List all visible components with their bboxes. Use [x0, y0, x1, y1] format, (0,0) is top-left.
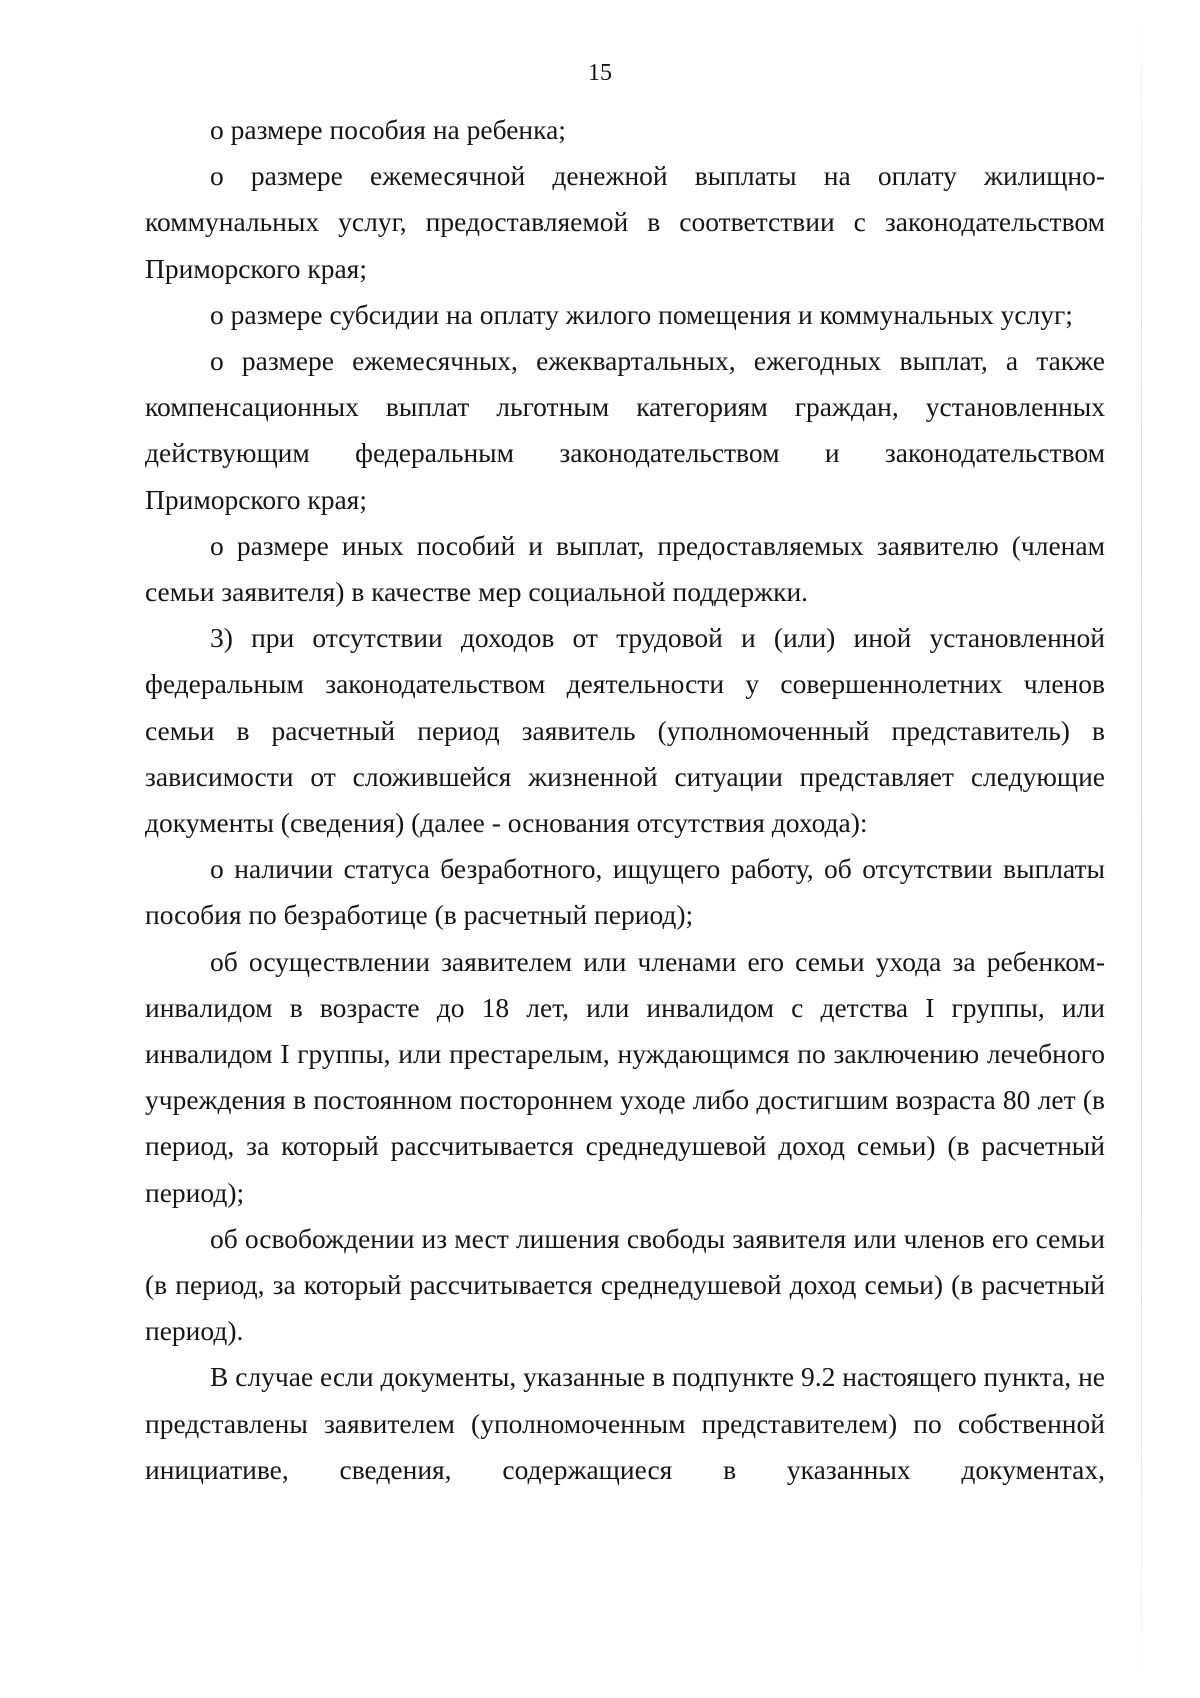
paragraph-unemployed-status: о наличии статуса безработного, ищущего работу, об отсутствии выплаты пособия по безработице (в расчетный период); [145, 853, 1105, 931]
paragraph-release-from-prison: об освобождении из мест лишения свободы заявителя или членов его семьи (в период, за который рассчитывается среднедушевой доход семьи) (в расчетный период). [145, 1222, 1105, 1347]
paragraph-no-income-documents: 3) при отсутствии доходов от трудовой и (или) иной установленной федеральным законодательством деятельности у совершеннолетних членов семьи в расчетный период заявитель (уполномоченный представитель) в зависимости от сложившейся жизненной ситуации представляет следующие документы (сведения) (далее - основания отсутствия дохода): [145, 622, 1105, 839]
paragraph-care-for-disabled: об осуществлении заявителем или членами его семьи ухода за ребенком-инвалидом в возрасте до 18 лет, или инвалидом с детства I группы, или инвалидом I группы, или престарелым, нуждающимся по заключению лечебного учреждения в постоянном постороннем уходе либо достигшим возраста 80 лет (в период, за который рассчитывается среднедушевой доход семьи) (в расчетный период); [145, 945, 1105, 1208]
page-number: 15 [588, 60, 612, 86]
scan-edge-line [1141, 0, 1142, 1698]
paragraph-other-benefits: о размере иных пособий и выплат, предоставляемых заявителю (членам семьи заявителя) в качестве мер социальной поддержки. [145, 529, 1105, 608]
paragraph-documents-not-submitted: В случае если документы, указанные в подпункте 9.2 настоящего пункта, не представлены заявителем (уполномоченным представителем) по собственной инициативе, сведения, содержащиеся в указанных документах, [145, 1361, 1105, 1485]
document-body [145, 107, 1105, 1493]
paragraph-periodic-payments: о размере ежемесячных, ежеквартальных, ежегодных выплат, а также компенсационных выплат льготным категориям граждан, установленных действующим федеральным законодательством и законодательством Приморского края; [145, 345, 1105, 515]
paragraph-subsidy: о размере субсидии на оплату жилого помещения и коммунальных услуг; [210, 298, 1073, 330]
paragraph-housing-payment: о размере ежемесячной денежной выплаты на оплату жилищно-коммунальных услуг, предоставляемой в соответствии с законодательством Приморского края; [145, 160, 1105, 284]
paragraph-child-benefit: о размере пособия на ребенка; [210, 114, 566, 145]
